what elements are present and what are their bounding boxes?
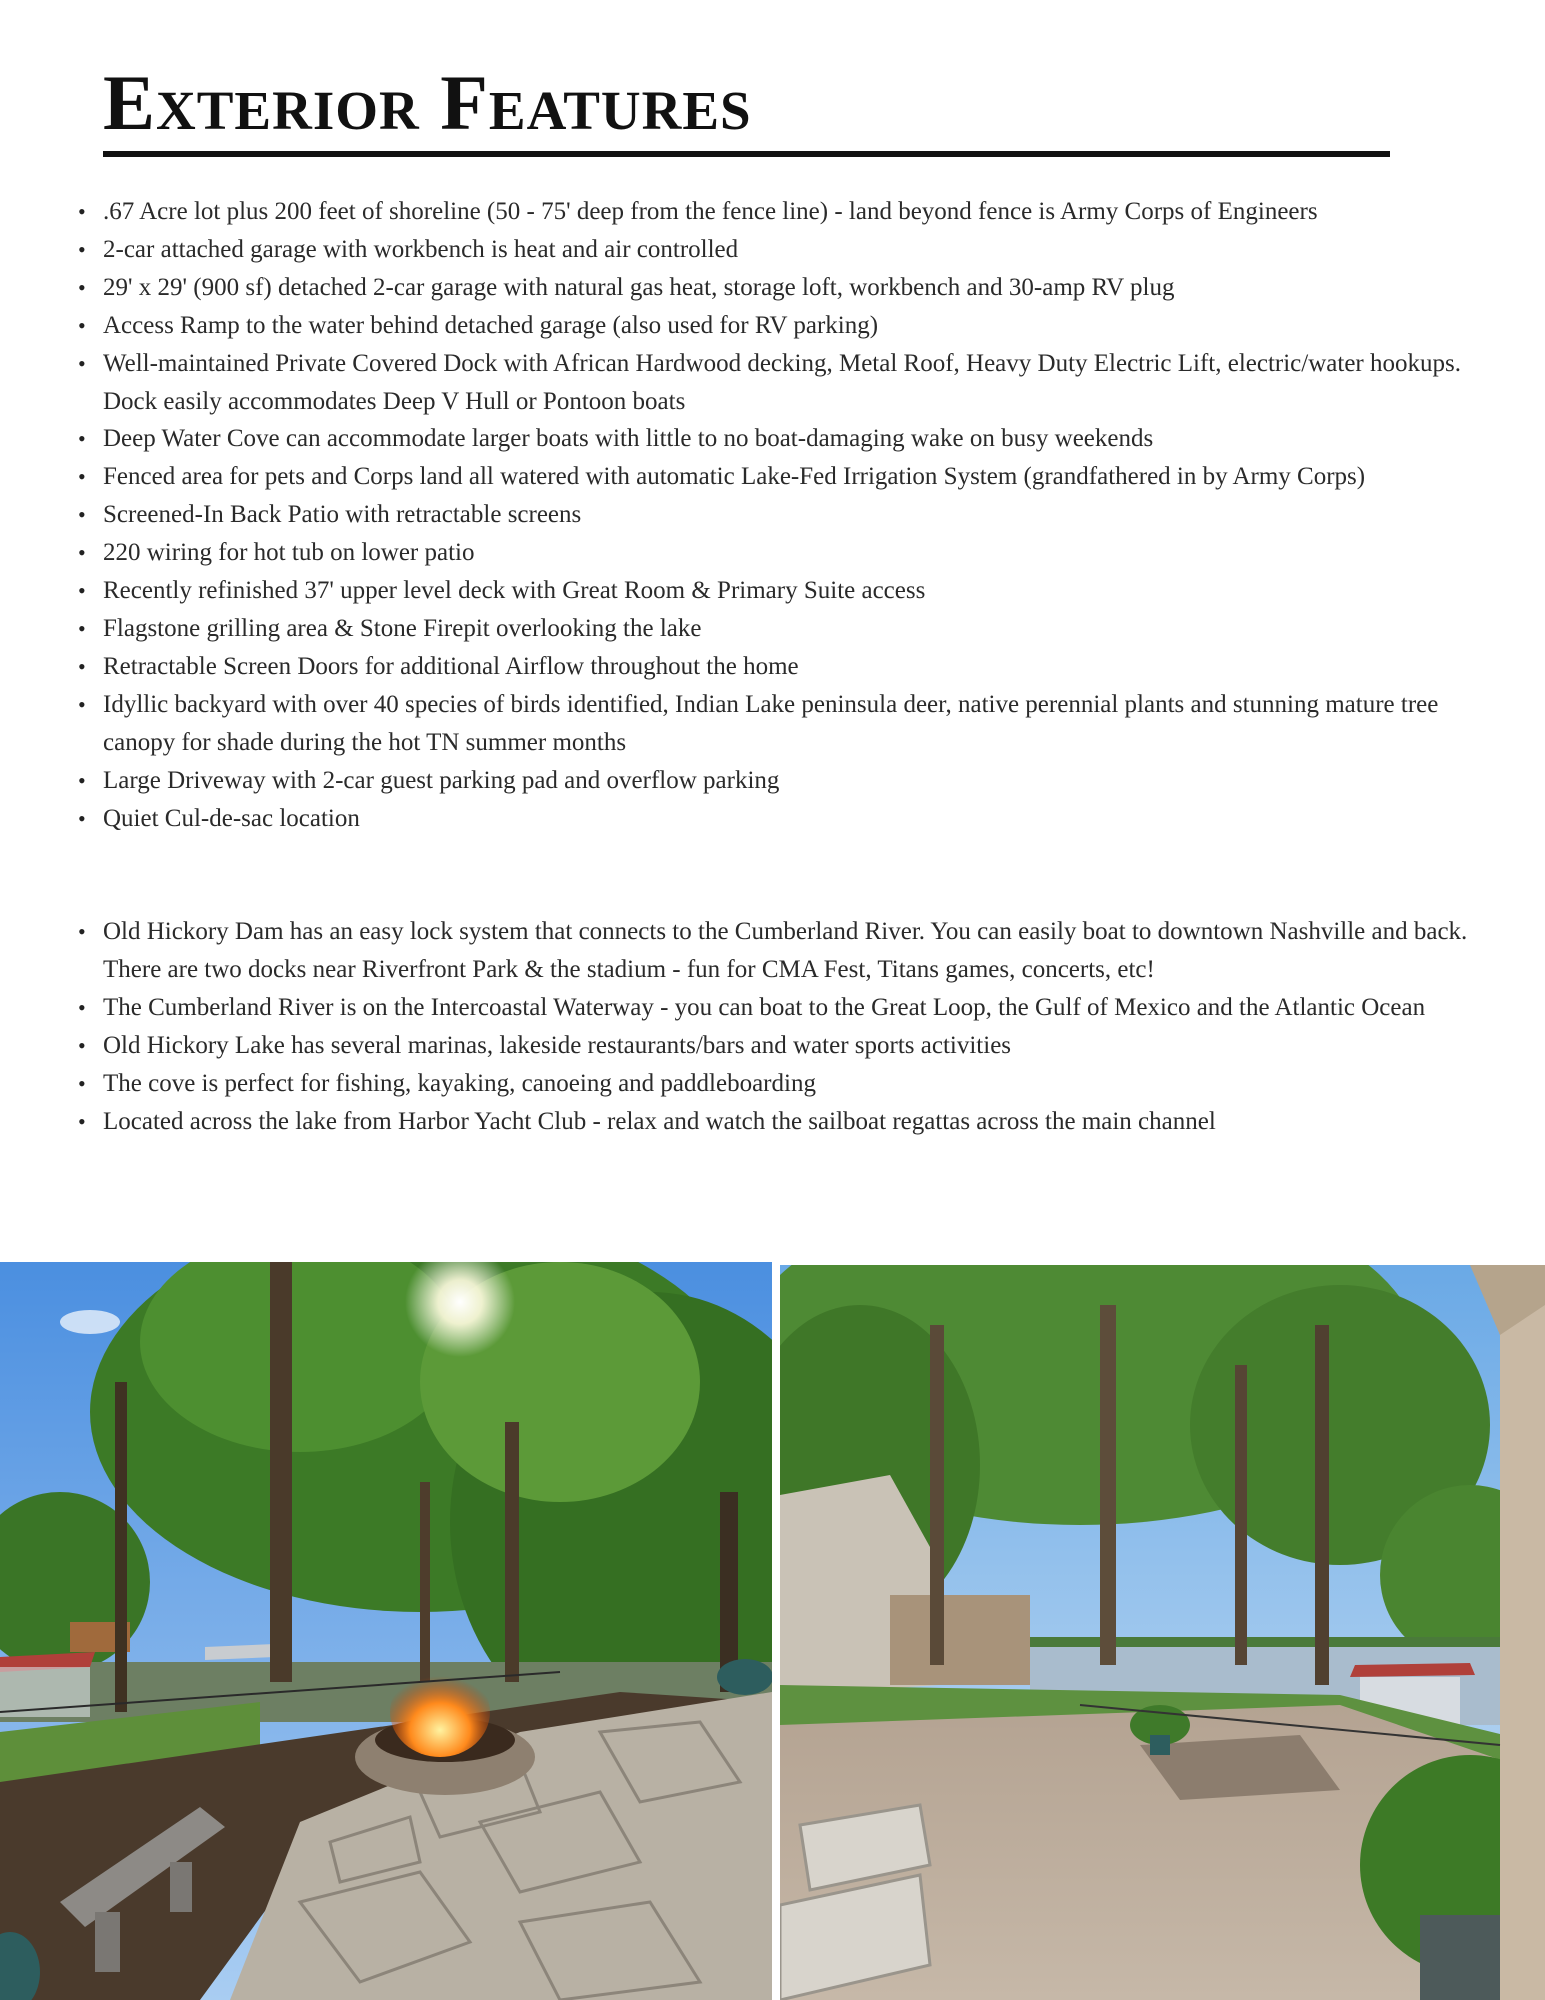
list-item: • Fenced area for pets and Corps land all watered with automatic Lake-Fed Irrigation System (grandfathered in by Army Corps) [103, 458, 1498, 496]
list-item: • Flagstone grilling area & Stone Firepit overlooking the lake [103, 610, 1498, 648]
list-item: • Access Ramp to the water behind detached garage (also used for RV parking) [103, 307, 1498, 345]
lake-features-list [103, 913, 1498, 1140]
list-item: • Quiet Cul-de-sac location [103, 800, 1498, 838]
firepit-patio-photo [0, 1262, 772, 2000]
list-item: • Recently refinished 37' upper level deck with Great Room & Primary Suite access [103, 572, 1498, 610]
title-underline [103, 151, 1390, 157]
list-item: • 2-car attached garage with workbench is heat and air controlled [103, 231, 1498, 269]
list-item: • .67 Acre lot plus 200 feet of shoreline (50 - 75' deep from the fence line) - land beyond fence is Army Corps of Engineers [103, 193, 1498, 231]
list-item: • Retractable Screen Doors for additional Airflow throughout the home [103, 648, 1498, 686]
list-item: • Idyllic backyard with over 40 species of birds identified, Indian Lake peninsula deer, native perennial plants and stunning mature tree canopy for shade during the hot TN summer months [103, 686, 1498, 762]
list-item: • Located across the lake from Harbor Yacht Club - relax and watch the sailboat regattas across the main channel [103, 1103, 1498, 1141]
list-item: • 29' x 29' (900 sf) detached 2-car garage with natural gas heat, storage loft, workbench and 30-amp RV plug [103, 269, 1498, 307]
page-title: Exterior Features [103, 59, 752, 146]
list-item: • Screened-In Back Patio with retractable screens [103, 496, 1498, 534]
list-item: • Well-maintained Private Covered Dock with African Hardwood decking, Metal Roof, Heavy Duty Electric Lift, electric/water hookups. Dock easily accommodates Deep V Hull or Pontoon boats [103, 345, 1498, 421]
list-item: • Old Hickory Dam has an easy lock system that connects to the Cumberland River. You can easily boat to downtown Nashville and back. There are two docks near Riverfront Park & the stadium - fun for CMA Fest, Titans games, concerts, etc! [103, 913, 1498, 989]
exterior-features-list [103, 193, 1498, 837]
list-item: • 220 wiring for hot tub on lower patio [103, 534, 1498, 572]
list-item: • Old Hickory Lake has several marinas, lakeside restaurants/bars and water sports activities [103, 1027, 1498, 1065]
list-item: • Large Driveway with 2-car guest parking pad and overflow parking [103, 762, 1498, 800]
list-item: • The Cumberland River is on the Intercoastal Waterway - you can boat to the Great Loop, the Gulf of Mexico and the Atlantic Ocean [103, 989, 1498, 1027]
lake-view-patio-photo [780, 1265, 1545, 2000]
list-item: • The cove is perfect for fishing, kayaking, canoeing and paddleboarding [103, 1065, 1498, 1103]
list-item: • Deep Water Cove can accommodate larger boats with little to no boat-damaging wake on busy weekends [103, 420, 1498, 458]
